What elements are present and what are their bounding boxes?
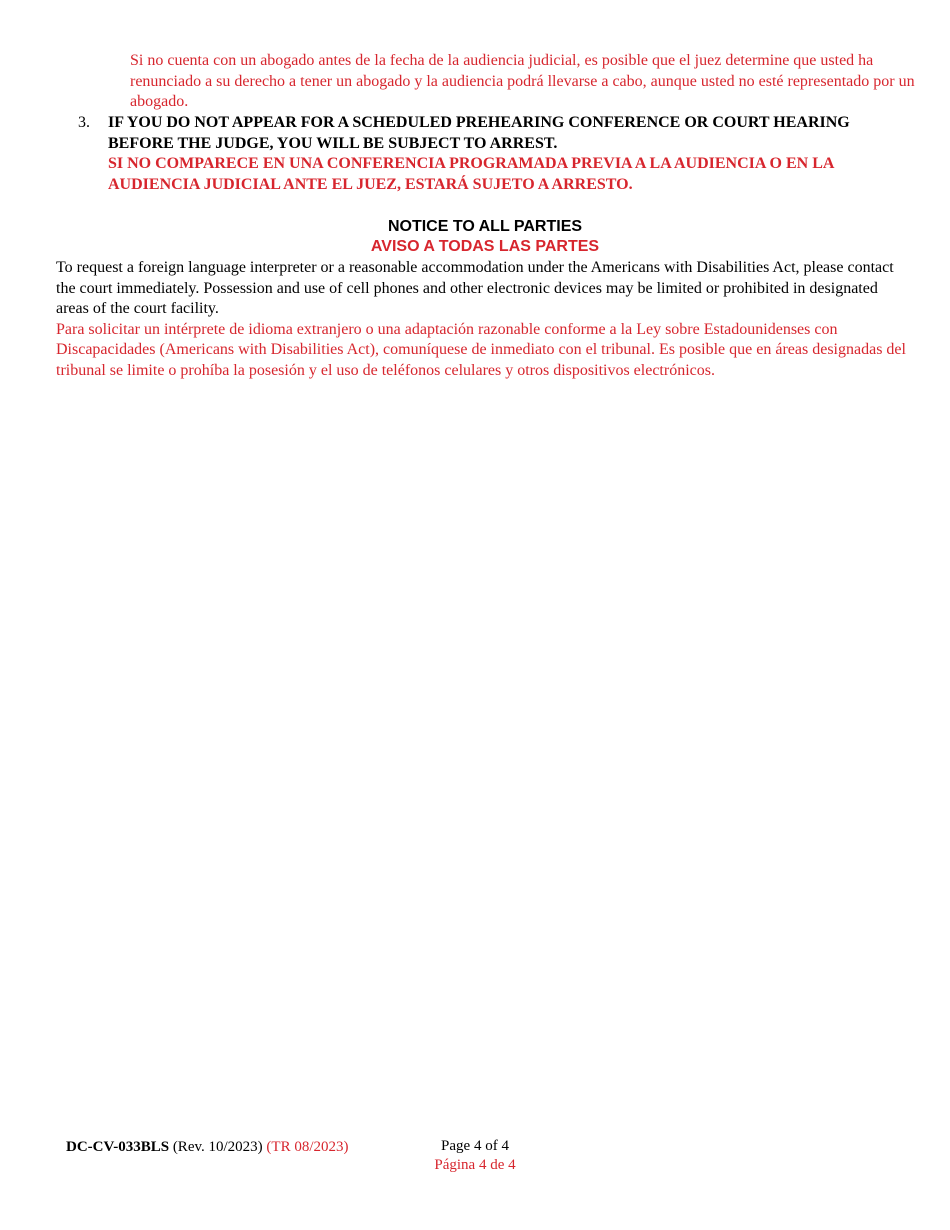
item-3-english: IF YOU DO NOT APPEAR FOR A SCHEDULED PREHEARING CONFERENCE OR COURT HEARING BEFORE THE JUDGE, YOU WILL BE SUBJECT TO ARREST. [108, 114, 850, 152]
item-3-text [108, 113, 908, 195]
spanish-waiver-note: Si no cuenta con un abogado antes de la fecha de la audiencia judicial, es posible que el juez determine que usted ha renunciado a su derecho a tener un abogado y la audiencia podrá llevarse a cabo, aunque usted no esté representado por un abogado. [130, 52, 915, 111]
form-revision: (Rev. 10/2023) [172, 1139, 263, 1155]
item-3-spanish: SI NO COMPARECE EN UNA CONFERENCIA PROGRAMADA PREVIA A LA AUDIENCIA O EN LA AUDIENCIA JUDICIAL ANTE EL JUEZ, ESTARÁ SUJETO A ARRESTO. [108, 155, 834, 193]
notice-title-english: NOTICE TO ALL PARTIES [387, 218, 583, 235]
page-number-english: Page 4 of 4 [441, 1138, 509, 1154]
notice-heading [0, 217, 950, 257]
item-number: 3. [78, 114, 90, 131]
notice-title-spanish: AVISO A TODAS LAS PARTES [370, 238, 600, 255]
notice-body [56, 258, 906, 382]
form-number: DC-CV-033BLS [66, 1139, 170, 1155]
form-translation-date: (TR 08/2023) [266, 1139, 349, 1155]
notice-body-english: To request a foreign language interpreter or a reasonable accommodation under the Americans with Disabilities Act, please contact the court immediately. Possession and use of cell phones and other electronic devices may be limited or prohibited in designated areas of the court facility. [56, 259, 894, 318]
footer-form-id [66, 1138, 349, 1156]
notice-body-spanish: Para solicitar un intérprete de idioma extranjero o una adaptación razonable conforme a la Ley sobre Estadounidenses con Discapacidades (Americans with Disabilities Act), comuníquese de inmediato con el tribunal. Es posible que en áreas designadas del tribunal se limite o prohíba la posesión y el uso de teléfonos celulares y otros dispositivos electrónicos. [56, 320, 906, 379]
footer-page-number [430, 1137, 520, 1174]
page-number-spanish: Página 4 de 4 [434, 1156, 516, 1173]
